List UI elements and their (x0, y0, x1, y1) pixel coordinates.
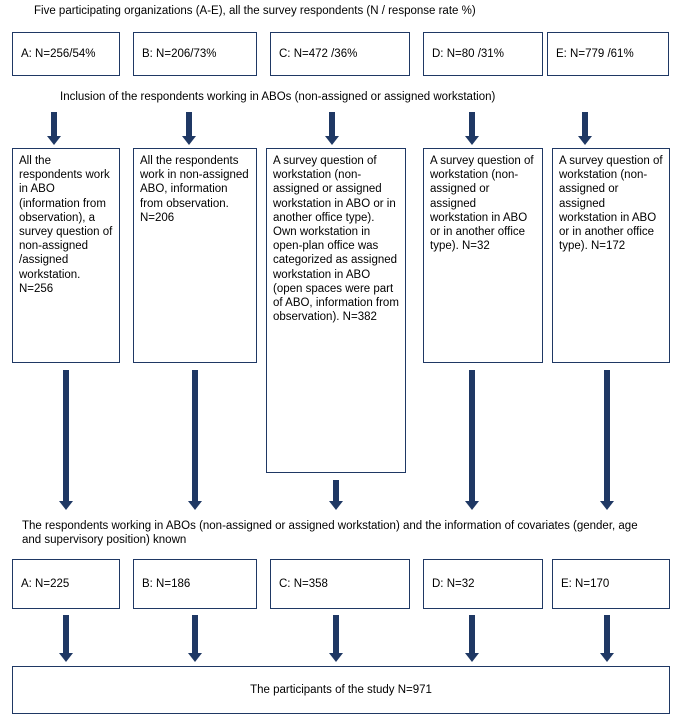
final-count-box-d (423, 559, 543, 609)
arrow-down-d1 (465, 112, 479, 145)
detail-box-e-label: A survey question of workstation (non-assigned or assigned workstation in ABO or in another office type). N=172 (559, 155, 663, 253)
arrow-down-c3 (329, 615, 343, 662)
arrow-down-a1 (47, 112, 61, 145)
detail-box-a (12, 148, 120, 363)
final-count-box-b-label: B: N=186 (142, 578, 191, 591)
stage4-caption: The respondents working in ABOs (non-assigned or assigned workstation) and the information of covariates (gender, age and supervisory position) known (22, 520, 638, 546)
detail-box-c-label: A survey question of workstation (non-assigned or assigned workstation in ABO or in another office type). Own workstation in open-plan office was categorized as assigned workstation in ABO (open spaces were part of ABO, information from observation). N=382 (273, 155, 399, 324)
arrow-down-a2 (59, 370, 73, 510)
detail-box-b-label: All the respondents work in non-assigned ABO, information from observation. N=206 (140, 155, 249, 224)
study-participants-box (12, 666, 670, 714)
arrow-down-b2 (188, 370, 202, 510)
final-count-box-e (552, 559, 670, 609)
arrow-down-c2 (329, 480, 343, 510)
arrow-down-c1 (325, 112, 339, 145)
detail-box-a-label: All the respondents work in ABO (information from observation), a survey question of non-assigned /assigned workstation. N=256 (19, 155, 113, 295)
arrow-down-e2 (600, 370, 614, 510)
arrow-down-a3 (59, 615, 73, 662)
org-box-d (423, 32, 543, 76)
org-box-c (270, 32, 410, 76)
org-box-e-label: E: N=779 /61% (556, 48, 634, 61)
detail-box-d (423, 148, 543, 363)
detail-box-c (266, 148, 406, 473)
final-count-box-e-label: E: N=170 (561, 578, 610, 591)
arrow-down-d3 (465, 615, 479, 662)
final-count-box-a (12, 559, 120, 609)
final-count-box-c-label: C: N=358 (279, 578, 328, 591)
org-box-b-label: B: N=206/73% (142, 48, 217, 61)
study-participants-label: The participants of the study N=971 (250, 683, 432, 696)
arrow-down-e1 (578, 112, 592, 145)
org-box-d-label: D: N=80 /31% (432, 48, 504, 61)
org-box-a-label: A: N=256/54% (21, 48, 96, 61)
stage2-caption: Inclusion of the respondents working in ABOs (non-assigned or assigned workstation) (60, 91, 496, 103)
final-count-box-b (133, 559, 257, 609)
final-count-box-c (270, 559, 410, 609)
final-count-box-d-label: D: N=32 (432, 578, 475, 591)
arrow-down-b3 (188, 615, 202, 662)
detail-box-d-label: A survey question of workstation (non-assigned or assigned workstation in ABO or in another office type). N=32 (430, 155, 534, 253)
org-box-b (133, 32, 257, 76)
org-box-c-label: C: N=472 /36% (279, 48, 358, 61)
detail-box-b (133, 148, 257, 363)
arrow-down-d2 (465, 370, 479, 510)
org-box-e (547, 32, 669, 76)
detail-box-e (552, 148, 670, 363)
org-box-a (12, 32, 120, 76)
arrow-down-e3 (600, 615, 614, 662)
final-count-box-a-label: A: N=225 (21, 578, 70, 591)
arrow-down-b1 (182, 112, 196, 145)
flowchart-title: Five participating organizations (A-E), all the survey respondents (N / response rate %) (34, 5, 476, 17)
